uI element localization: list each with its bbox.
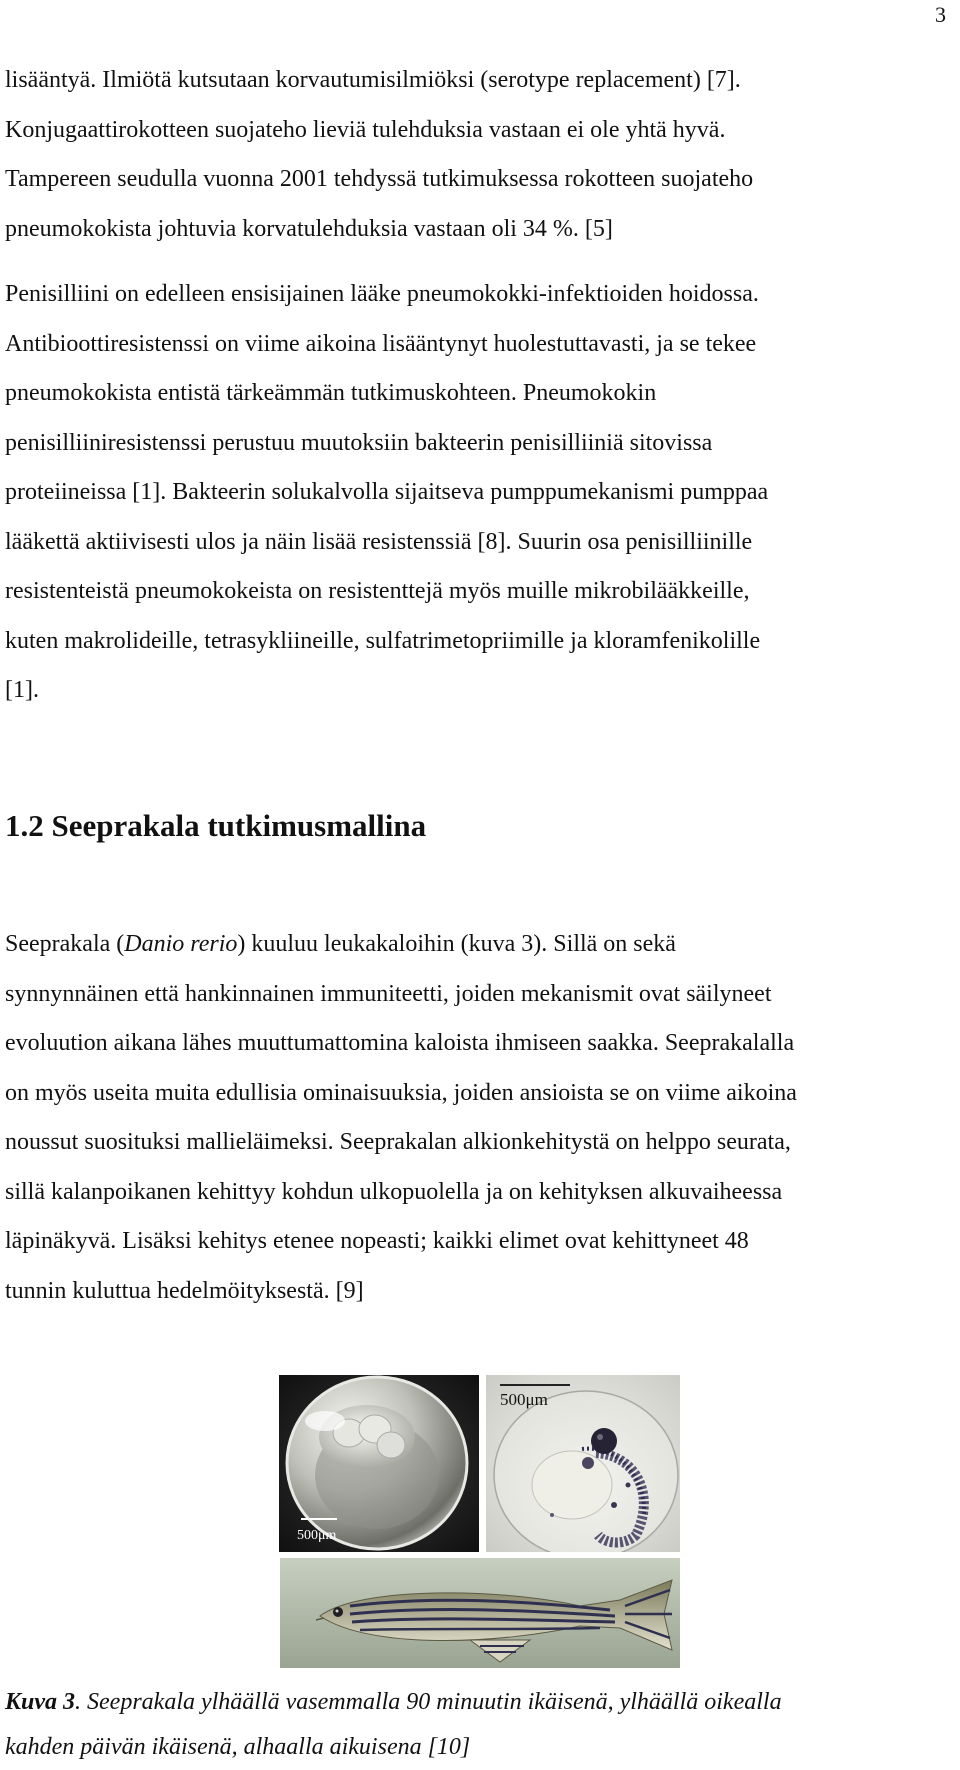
text-line: sillä kalanpoikanen kehittyy kohdun ulkopuolella ja on kehityksen alkuvaiheessa: [5, 1178, 783, 1205]
adult-zebrafish-photo: [280, 1558, 680, 1668]
caption-line: kahden päivän ikäisenä, alhaalla aikuisena [10]: [5, 1734, 471, 1760]
paragraph-1: [5, 56, 953, 254]
scale-bar-label: 500μm: [297, 1528, 337, 1543]
text-line: pneumokokista entistä tärkeämmän tutkimuskohteen. Pneumokokin: [5, 380, 657, 406]
text-line: Tampereen seudulla vuonna 2001 tehdyssä tutkimuksessa rokotteen suojateho: [5, 166, 754, 192]
text-line: tunnin kuluttua hedelmöityksestä. [9]: [5, 1277, 364, 1304]
text-segment: Seeprakala (: [5, 931, 125, 957]
paragraph-3: [5, 920, 953, 1316]
scale-bar-label: 500μm: [500, 1390, 548, 1409]
text-line: Antibioottiresistenssi on viime aikoina lisääntynyt huolestuttavasti, ja se tekee: [5, 330, 757, 357]
text-line: synnynnäinen että hankinnainen immuniteetti, joiden mekanismit ovat säilyneet: [5, 980, 772, 1007]
caption-text: . Seeprakala ylhäällä vasemmalla 90 minuutin ikäisenä, ylhäällä oikealla: [75, 1689, 782, 1715]
text-line: Konjugaattirokotteen suojateho lieviä tulehduksia vastaan ei ole yhtä hyvä.: [5, 116, 726, 143]
text-line: Penisilliini on edelleen ensisijainen lääke pneumokokki-infektioiden hoidossa.: [5, 281, 759, 307]
embryo-90min-photo: [279, 1375, 479, 1552]
text-line: lääkettä aktiivisesti ulos ja näin lisää resistenssiä [8]. Suurin osa penisilliinille: [5, 528, 753, 555]
paragraph-2: [5, 270, 953, 716]
text-line: penisilliiniresistenssi perustuu muutoksiin bakteerin penisilliiniä sitovissa: [5, 429, 713, 456]
text-line: noussut suosituksi mallieläimeksi. Seeprakalan alkionkehitystä on helppo seurata,: [5, 1129, 791, 1155]
figure-caption: [5, 1680, 953, 1770]
text-line: pneumokokista johtuvia korvatulehduksia vastaan oli 34 %. [5]: [5, 215, 613, 242]
caption-line: [5, 1680, 953, 1725]
text-line: [5, 920, 953, 970]
embryo-2days-photo: [486, 1375, 680, 1552]
section-heading: 1.2 Seeprakala tutkimusmallina: [5, 808, 427, 843]
caption-label: Kuva 3: [5, 1689, 76, 1715]
page-number: 3: [935, 2, 946, 27]
text-line: läpinäkyvä. Lisäksi kehitys etenee nopeasti; kaikki elimet ovat kehittyneet 48: [5, 1228, 749, 1254]
text-line: on myös useita muita edullisia ominaisuuksia, joiden ansioista se on viime aikoina: [5, 1079, 797, 1106]
text-line: [1].: [5, 677, 39, 703]
text-line: kuten makrolideille, tetrasykliineille, sulfatrimetopriimille ja kloramfenikolille: [5, 627, 761, 654]
text-line: resistenteistä pneumokokeista on resistenttejä myös muille mikrobilääkkeille,: [5, 578, 750, 604]
text-line: lisääntyä. Ilmiötä kutsutaan korvautumisilmiöksi (serotype replacement) [7].: [5, 67, 741, 93]
text-segment: ) kuuluu leukakaloihin (kuva 3). Sillä on sekä: [237, 931, 676, 957]
species-name: Danio rerio: [124, 931, 238, 957]
text-line: proteiineissa [1]. Bakteerin solukalvolla sijaitseva pumppumekanismi pumppaa: [5, 479, 769, 505]
text-line: evoluution aikana lähes muuttumattomina kaloista ihmiseen saakka. Seeprakalalla: [5, 1030, 795, 1056]
